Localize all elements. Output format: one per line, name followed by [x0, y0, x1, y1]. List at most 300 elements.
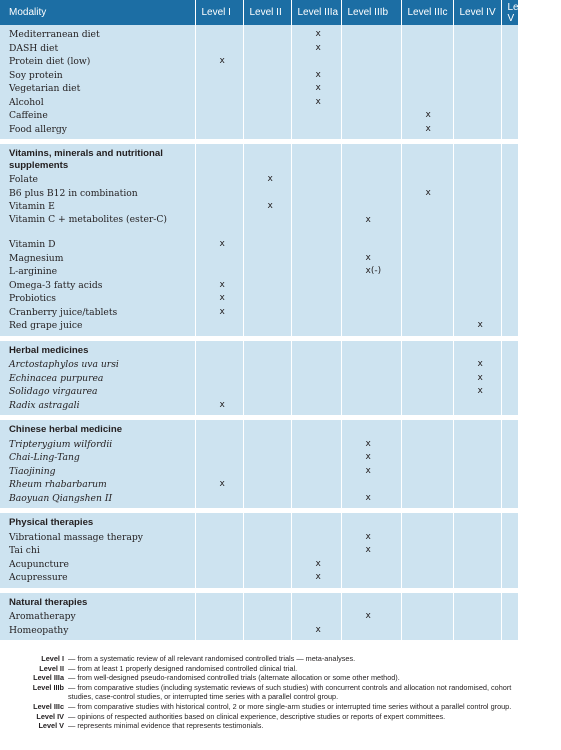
evidence-mark: [502, 465, 526, 479]
modality-item: Acupressure: [9, 572, 68, 583]
evidence-mark: [196, 610, 243, 624]
modality-item: Vitamin C + metabolites (ester-C): [9, 213, 167, 225]
evidence-mark: [454, 279, 501, 293]
level-mark-list: [196, 25, 243, 139]
evidence-mark: [454, 438, 501, 452]
evidence-mark: x: [365, 252, 371, 263]
evidence-mark: [244, 69, 291, 83]
modality-item: Mediterranean diet: [9, 29, 100, 40]
level-mark-list: [454, 420, 501, 508]
evidence-mark: [292, 292, 341, 306]
level-mark-list: [342, 420, 401, 508]
evidence-mark: x: [315, 624, 321, 635]
evidence-mark: [244, 55, 291, 69]
evidence-mark: [196, 214, 243, 239]
evidence-mark: [196, 252, 243, 266]
modality-item: Homeopathy: [9, 624, 69, 636]
evidence-mark: [342, 69, 401, 83]
evidence-mark: [196, 187, 243, 201]
evidence-mark: [502, 531, 526, 545]
level-column-cell: [243, 25, 291, 139]
level-column-cell: [243, 341, 291, 416]
column-header-level-v: Level V: [501, 0, 518, 25]
evidence-mark: [244, 187, 291, 201]
evidence-mark: [402, 492, 453, 506]
evidence-mark: [402, 624, 453, 638]
table-body: [0, 25, 518, 640]
evidence-mark: [196, 96, 243, 110]
evidence-mark: [402, 28, 453, 42]
level-mark-list: [342, 593, 401, 641]
level-column-cell: [195, 593, 243, 641]
evidence-mark: [502, 372, 526, 386]
level-column-cell: [243, 593, 291, 641]
level-column-cell: [195, 25, 243, 139]
evidence-mark: [454, 252, 501, 266]
evidence-mark: [196, 358, 243, 372]
evidence-mark: [402, 238, 453, 252]
level-column-cell: [401, 144, 453, 336]
evidence-mark: [454, 55, 501, 69]
evidence-mark: [292, 372, 341, 386]
evidence-mark: [196, 265, 243, 279]
evidence-mark: [244, 558, 291, 572]
evidence-mark: [244, 385, 291, 399]
evidence-mark: x: [267, 201, 273, 211]
evidence-mark: [402, 372, 453, 386]
evidence-mark: x: [219, 306, 225, 317]
evidence-mark: [342, 558, 401, 572]
level-column-cell: [401, 593, 453, 641]
evidence-mark: [454, 531, 501, 545]
column-header-level-iiic: Level IIIc: [401, 0, 453, 25]
level-mark-list: [454, 593, 501, 641]
level-mark-list: [454, 341, 501, 416]
evidence-mark: x: [365, 465, 371, 476]
modality-item: Tiaojining: [9, 465, 56, 477]
level-column-cell: [291, 25, 341, 139]
evidence-mark: [292, 214, 341, 239]
modality-name-list: [0, 593, 195, 641]
level-mark-list: [454, 144, 501, 336]
evidence-mark: [244, 372, 291, 386]
modality-item: Chai-Ling-Tang: [9, 452, 80, 463]
modality-name-list: [0, 341, 195, 416]
modality-name-list: [0, 25, 195, 139]
modality-name-cell: [0, 513, 195, 588]
evidence-mark: [196, 28, 243, 42]
evidence-mark: [244, 42, 291, 56]
modality-name-cell: [0, 25, 195, 139]
evidence-mark: [196, 42, 243, 56]
evidence-mark: [454, 123, 501, 137]
evidence-mark: x: [219, 479, 225, 489]
evidence-mark: [402, 214, 453, 239]
evidence-mark: [402, 306, 453, 320]
modality-item: Omega-3 fatty acids: [9, 279, 103, 291]
level-column-cell: [501, 144, 518, 336]
modality-item: Red grape juice: [9, 320, 83, 331]
evidence-mark: [244, 306, 291, 320]
evidence-mark: [196, 558, 243, 572]
level-column-cell: [453, 144, 501, 336]
level-mark-list: [196, 341, 243, 416]
evidence-mark: [292, 610, 341, 624]
modality-name-cell: [0, 593, 195, 641]
evidence-mark: [502, 438, 526, 452]
modality-item: Food allergy: [9, 123, 67, 135]
evidence-mark: [196, 571, 243, 585]
level-mark-list: [292, 144, 341, 336]
level-definition-text: — opinions of respected authorities based on clinical experience, descriptive studies or reports of expert committees.: [68, 711, 446, 721]
evidence-mark: [292, 55, 341, 69]
evidence-mark: [402, 610, 453, 624]
level-column-cell: [453, 593, 501, 641]
evidence-mark: [402, 478, 453, 492]
level-column-cell: [341, 25, 401, 139]
evidence-mark: [402, 385, 453, 399]
evidence-mark: [502, 82, 526, 96]
evidence-mark: [402, 69, 453, 83]
level-column-cell: [243, 420, 291, 508]
evidence-mark: [196, 451, 243, 465]
evidence-mark: [502, 28, 526, 42]
evidence-mark: [342, 200, 401, 214]
level-column-cell: [501, 513, 518, 588]
level-column-cell: [453, 341, 501, 416]
modality-item: Caffeine: [9, 110, 48, 121]
evidence-mark: x: [365, 531, 371, 542]
level-definition-text: — from comparative studies with historical control, 2 or more single-arm studies or interrupted time series without a parallel control group.: [68, 701, 512, 711]
column-header-level-i: Level I: [195, 0, 243, 25]
evidence-mark: [292, 451, 341, 465]
evidence-mark: x: [219, 293, 225, 303]
evidence-mark: [244, 109, 291, 123]
evidence-mark: [502, 123, 526, 137]
evidence-mark: x: [315, 558, 321, 569]
evidence-mark: [244, 399, 291, 413]
evidence-mark: [402, 544, 453, 558]
level-mark-list: [292, 341, 341, 416]
level-mark-list: [292, 593, 341, 641]
level-mark-list: [502, 593, 519, 641]
evidence-mark: [292, 265, 341, 279]
level-column-cell: [195, 513, 243, 588]
evidence-mark: [292, 200, 341, 214]
evidence-mark: [502, 451, 526, 465]
evidence-mark: [402, 96, 453, 110]
level-column-cell: [291, 144, 341, 336]
level-column-cell: [341, 513, 401, 588]
column-header-level-iiib: Level IIIb: [341, 0, 401, 25]
modality-item: Tripterygium wilfordii: [9, 438, 113, 450]
evidence-mark: [454, 187, 501, 201]
evidence-mark: [196, 438, 243, 452]
evidence-mark: [402, 292, 453, 306]
level-mark-list: [402, 420, 453, 508]
level-column-cell: [401, 420, 453, 508]
modality-item: Alcohol: [9, 96, 44, 108]
level-mark-list: [244, 593, 291, 641]
modality-name-list: [0, 513, 195, 588]
evidence-mark: x: [477, 386, 483, 396]
evidence-mark: [402, 438, 453, 452]
column-header-modality: Modality: [0, 0, 195, 25]
evidence-mark: [244, 292, 291, 306]
evidence-mark: [454, 265, 501, 279]
level-mark-list: [244, 25, 291, 139]
level-column-cell: [195, 341, 243, 416]
level-definitions: [0, 654, 518, 731]
modality-item: Soy protein: [9, 69, 63, 81]
level-column-cell: [341, 144, 401, 336]
evidence-mark: [502, 279, 526, 293]
evidence-mark: x: [219, 399, 225, 410]
modality-item: Arctostaphylos uva ursi: [9, 359, 119, 370]
evidence-mark: [196, 319, 243, 333]
evidence-mark: [402, 558, 453, 572]
level-mark-list: [454, 25, 501, 139]
evidence-mark: [454, 558, 501, 572]
level-column-cell: [341, 420, 401, 508]
evidence-mark: [292, 252, 341, 266]
evidence-mark: [402, 265, 453, 279]
modality-item: Cranberry juice/tablets: [9, 306, 118, 318]
evidence-mark: [342, 478, 401, 492]
level-column-cell: [501, 420, 518, 508]
level-definition-text: — represents minimal evidence that represents testimonials.: [68, 721, 264, 731]
evidence-mark: [502, 319, 526, 333]
evidence-mark: [292, 478, 341, 492]
evidence-mark: [502, 624, 526, 638]
evidence-mark: x: [315, 96, 321, 107]
level-mark-list: [342, 341, 401, 416]
evidence-mark: x: [315, 572, 321, 582]
modality-item: Probiotics: [9, 293, 56, 304]
modality-group: [0, 341, 518, 416]
modality-item: Vitamin D: [9, 239, 56, 250]
level-definition-text: — from well-designed pseudo-randomised controlled trials (alternate allocation or some other method).: [68, 673, 400, 683]
evidence-mark: x: [219, 239, 225, 249]
evidence-mark: [502, 200, 526, 214]
evidence-mark: [402, 399, 453, 413]
evidence-mark: [502, 173, 526, 187]
evidence-mark: [342, 624, 401, 638]
evidence-mark: [502, 55, 526, 69]
evidence-mark: x(-): [365, 266, 382, 276]
evidence-mark: [292, 399, 341, 413]
level-definition-label: Level I: [41, 654, 64, 663]
level-definition-text: — from a systematic review of all relevant randomised controlled trials — meta-analyses.: [68, 654, 356, 663]
evidence-mark: [402, 319, 453, 333]
evidence-mark: [402, 42, 453, 56]
level-definition: [0, 721, 518, 731]
evidence-mark: x: [477, 320, 483, 330]
level-column-cell: [341, 593, 401, 641]
evidence-mark: [402, 531, 453, 545]
evidence-mark: [502, 385, 526, 399]
level-mark-list: [342, 513, 401, 588]
group-heading: Natural therapies: [9, 596, 88, 608]
evidence-mark: [292, 385, 341, 399]
modality-item: Vitamin E: [9, 201, 55, 212]
modality-item: Acupuncture: [9, 558, 69, 570]
evidence-mark: [342, 358, 401, 372]
evidence-mark: x: [425, 187, 431, 198]
evidence-mark: [196, 69, 243, 83]
evidence-mark: [502, 214, 526, 239]
evidence-mark: [402, 252, 453, 266]
evidence-mark: [292, 438, 341, 452]
level-definition-text: — from at least 1 properly designed randomised controlled clinical trial.: [68, 663, 298, 673]
modality-name-cell: [0, 420, 195, 508]
evidence-mark: [502, 265, 526, 279]
modality-item: Baoyuan Qiangshen II: [9, 492, 113, 504]
modality-item: Folate: [9, 174, 38, 185]
evidence-mark: x: [477, 359, 483, 369]
modality-item: Magnesium: [9, 252, 64, 264]
evidence-mark: [292, 238, 341, 252]
level-column-cell: [243, 513, 291, 588]
level-column-cell: [195, 144, 243, 336]
level-column-cell: [401, 25, 453, 139]
level-mark-list: [402, 25, 453, 139]
evidence-mark: x: [425, 123, 431, 134]
modality-item: L-arginine: [9, 266, 58, 277]
evidence-mark: [402, 200, 453, 214]
evidence-mark: [454, 82, 501, 96]
modality-item: Tai chi: [9, 545, 40, 556]
evidence-mark: x: [315, 83, 321, 93]
evidence-mark: [244, 82, 291, 96]
evidence-mark: [342, 292, 401, 306]
evidence-mark: [454, 544, 501, 558]
evidence-mark: [292, 319, 341, 333]
evidence-mark: [292, 492, 341, 506]
level-column-cell: [501, 25, 518, 139]
modality-item: Vibrational massage therapy: [9, 531, 143, 543]
evidence-mark: [292, 358, 341, 372]
level-definition-label: Level IIIb: [32, 682, 64, 692]
level-mark-list: [244, 513, 291, 588]
level-mark-list: [292, 420, 341, 508]
level-definition: [0, 673, 518, 683]
level-definition-label: Level IIIc: [33, 701, 64, 711]
level-mark-list: [196, 420, 243, 508]
column-header-level-iv: Level IV: [453, 0, 501, 25]
level-column-cell: [195, 420, 243, 508]
level-mark-list: [502, 144, 519, 336]
evidence-mark: [292, 544, 341, 558]
level-definition-label: Level IIIa: [33, 673, 64, 683]
evidence-mark: [342, 238, 401, 252]
level-column-cell: [291, 341, 341, 416]
evidence-mark: [244, 123, 291, 137]
evidence-mark: [244, 544, 291, 558]
evidence-mark: [196, 200, 243, 214]
level-definition: [0, 712, 518, 722]
evidence-mark: [244, 96, 291, 110]
evidence-mark: [502, 252, 526, 266]
modality-item: DASH diet: [9, 42, 59, 54]
level-mark-list: [244, 144, 291, 336]
modality-item: Aromatherapy: [9, 611, 76, 622]
evidence-mark: [342, 385, 401, 399]
evidence-mark: x: [219, 279, 225, 290]
level-column-cell: [243, 144, 291, 336]
evidence-mark: x: [315, 42, 321, 53]
group-heading: Chinese herbal medicine: [9, 424, 123, 435]
modality-name-cell: [0, 144, 195, 336]
evidence-mark: [502, 571, 526, 585]
modality-group: [0, 593, 518, 641]
evidence-mark: [502, 478, 526, 492]
evidence-mark: [292, 306, 341, 320]
evidence-mark: [454, 214, 501, 239]
level-mark-list: [502, 341, 519, 416]
level-mark-list: [292, 513, 341, 588]
level-definition-label: Level IV: [36, 711, 64, 721]
evidence-mark: [402, 82, 453, 96]
evidence-mark: [244, 214, 291, 239]
evidence-mark: [196, 173, 243, 187]
evidence-mark: x: [365, 214, 371, 225]
evidence-mark: [196, 109, 243, 123]
evidence-mark: [342, 279, 401, 293]
evidence-mark: [402, 571, 453, 585]
modality-item: Radix astragali: [9, 399, 80, 411]
evidence-mark: [244, 492, 291, 506]
evidence-mark: [292, 187, 341, 201]
evidence-mark: [402, 451, 453, 465]
evidence-mark: x: [365, 545, 371, 555]
group-heading: Vitamins, minerals and nutritional supplements: [9, 148, 163, 171]
level-column-cell: [453, 513, 501, 588]
evidence-mark: [342, 571, 401, 585]
column-header-level-iiia: Level IIIa: [291, 0, 341, 25]
level-column-cell: [453, 25, 501, 139]
evidence-mark: [196, 123, 243, 137]
evidence-mark: [342, 55, 401, 69]
evidence-mark: [454, 610, 501, 624]
evidence-mark: x: [425, 110, 431, 120]
level-mark-list: [502, 420, 519, 508]
level-mark-list: [402, 513, 453, 588]
level-mark-list: [196, 144, 243, 336]
evidence-mark: [502, 69, 526, 83]
evidence-mark: [292, 465, 341, 479]
level-definition: [0, 683, 518, 702]
group-heading: Herbal medicines: [9, 344, 89, 356]
evidence-mark: [196, 544, 243, 558]
group-heading: Physical therapies: [9, 517, 94, 528]
level-column-cell: [291, 513, 341, 588]
evidence-mark: [244, 319, 291, 333]
evidence-mark: [502, 558, 526, 572]
evidence-mark: [342, 306, 401, 320]
level-definition-label: Level V: [38, 721, 64, 731]
level-definition: [0, 664, 518, 674]
evidence-mark: [454, 478, 501, 492]
level-mark-list: [402, 341, 453, 416]
evidence-mark: [342, 372, 401, 386]
evidence-mark: [454, 28, 501, 42]
modality-item: Vegetarian diet: [9, 83, 81, 94]
modality-item: Protein diet (low): [9, 56, 91, 67]
evidence-mark: [196, 372, 243, 386]
evidence-mark: [292, 279, 341, 293]
evidence-mark: [244, 610, 291, 624]
